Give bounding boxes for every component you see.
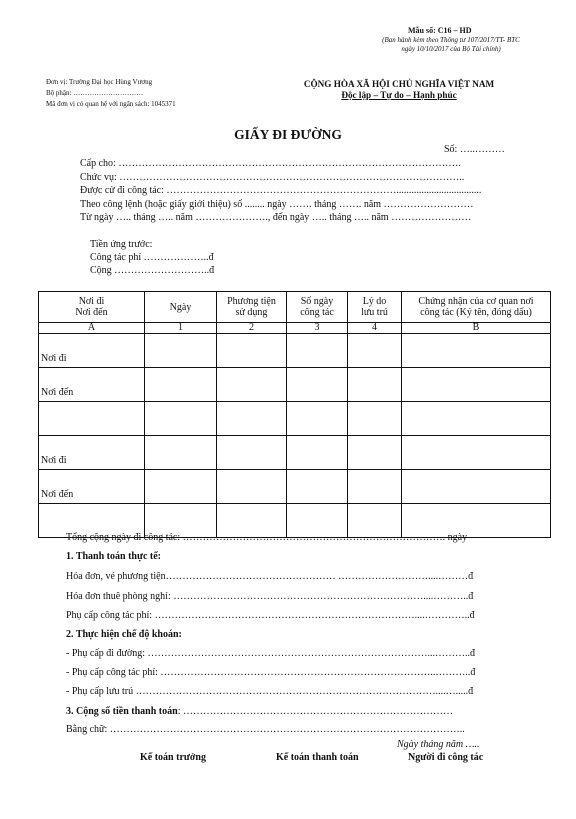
section-1-title: 1. Thanh toán thực tế:	[66, 551, 161, 562]
col-code: 3	[287, 323, 348, 334]
header-text: Lý do lưu trú	[361, 296, 388, 318]
col-code: B	[402, 323, 551, 334]
header-ngay	[145, 292, 217, 323]
table-cell[interactable]	[287, 368, 348, 402]
row-label	[39, 402, 145, 436]
org-budget-code: Mã đơn vị có quan hệ với ngân sách: 1045371	[46, 100, 176, 108]
table-cell[interactable]	[145, 402, 217, 436]
row-label: Nơi đi	[39, 334, 145, 368]
table-cell[interactable]	[348, 470, 402, 504]
form-decree-line1: (Ban hành kèm theo Thông tư 107/2017/TT- BTC	[382, 36, 520, 44]
table-cell[interactable]	[217, 334, 287, 368]
signature-ke-toan-thanh-toan: Kế toán thanh toán	[276, 752, 359, 763]
field-duoc-cu: Được cử đi công tác: ……………………………………………………………..................................	[80, 185, 482, 196]
form-number: Mẫu số: C16 – HD	[408, 26, 472, 35]
line-hoa-don-phong: Hóa đơn thuê phòng nghỉ: …………………………………………………………………....………..đ	[66, 591, 474, 602]
section-3-line	[66, 706, 453, 717]
table-cell[interactable]	[402, 368, 551, 402]
line-phu-cap-cong-tac: Phụ cấp công tác phí: ……………………………………………………………………....…………..đ	[66, 610, 475, 621]
table-header-row	[39, 292, 551, 323]
form-decree-line2: ngày 10/10/2017 của Bộ Tài chính)	[401, 45, 501, 53]
section-3-title: 3. Cộng số tiền thanh toán	[66, 706, 178, 717]
col-code: 2	[217, 323, 287, 334]
header-chung-nhan	[402, 292, 551, 323]
field-chuc-vu: Chức vụ: …………………………………………………………………………………………..	[80, 172, 465, 183]
header-text: Chứng nhận của cơ quan nơi công tác (Ký tên, đóng dấu)	[418, 296, 534, 318]
header-phuong-tien	[217, 292, 287, 323]
table-row	[39, 470, 551, 504]
header-text: Nơi đi Nơi đến	[75, 296, 108, 318]
section-3-dots: : ………………………………………………………………………	[177, 706, 453, 717]
col-code: A	[39, 323, 145, 334]
header-so-ngay	[287, 292, 348, 323]
header-text: Ngày	[169, 301, 192, 313]
col-code: 4	[348, 323, 402, 334]
org-department: Bộ phận: …………………………	[46, 89, 144, 97]
line-bang-chu: Bằng chữ: ……………………………………………………………………………………………..	[66, 724, 465, 735]
line-pc-luu-tru: - Phụ cấp lưu trú ………………………………………………………………………………....….....đ	[66, 686, 474, 697]
table-cell[interactable]	[287, 470, 348, 504]
nation-name: CỘNG HÒA XÃ HỘI CHỦ NGHĨA VIỆT NAM	[303, 79, 495, 89]
signature-nguoi-di: Người đi công tác	[408, 752, 484, 763]
line-hoa-don-ve: Hóa đơn, vé phương tiện…………………………………………… ………………………....………đ	[66, 571, 474, 582]
table-cell[interactable]	[217, 436, 287, 470]
table-cell[interactable]	[402, 436, 551, 470]
advance-cong: Cộng ………………………..đ	[90, 265, 215, 276]
line-pc-di-duong: - Phụ cấp đi đường: …………………………………………………………………………...………..đ	[66, 648, 476, 659]
table-cell[interactable]	[287, 402, 348, 436]
table-cell[interactable]	[287, 436, 348, 470]
field-tu-ngay: Từ ngày ….. tháng ….. năm …………………., đến ngày ….. tháng ….. năm ……………………	[80, 212, 472, 223]
summary-tong-cong: Tổng cộng ngày đi công tác: ……………………………………………………………………. ngày	[66, 532, 468, 543]
table-cell[interactable]	[348, 334, 402, 368]
table-cell[interactable]	[402, 470, 551, 504]
table-cell[interactable]	[348, 436, 402, 470]
field-cap-cho: Cấp cho: ………………………………………………………………………………………….	[80, 158, 461, 169]
advance-title: Tiền ứng trước:	[90, 239, 153, 250]
table-code-row	[39, 323, 551, 334]
date-line: Ngày tháng năm …..	[397, 739, 480, 750]
table-cell[interactable]	[402, 402, 551, 436]
section-2-title: 2. Thực hiện chế độ khoán:	[66, 629, 182, 640]
table-cell[interactable]	[287, 334, 348, 368]
header-noi-di-den	[39, 292, 145, 323]
table-cell[interactable]	[348, 402, 402, 436]
org-unit: Đơn vị: Trường Đại học Hùng Vương	[46, 78, 153, 86]
table-cell[interactable]	[145, 470, 217, 504]
table-cell[interactable]	[145, 368, 217, 402]
trip-table	[38, 291, 551, 538]
col-code: 1	[145, 323, 217, 334]
signature-ke-toan-truong: Kế toán trưởng	[140, 752, 206, 763]
table-cell[interactable]	[145, 436, 217, 470]
table-cell[interactable]	[217, 368, 287, 402]
field-theo-lenh: Theo công lệnh (hoặc giấy giới thiệu) số ........ ngày ……. tháng ……. năm ………………………	[80, 199, 474, 210]
table-row	[39, 334, 551, 368]
row-label: Nơi đến	[39, 470, 145, 504]
table-cell[interactable]	[348, 368, 402, 402]
advance-cong-tac-phi: Công tác phí ………………..đ	[90, 252, 214, 263]
table-row	[39, 368, 551, 402]
table-cell[interactable]	[217, 402, 287, 436]
page-title: GIẤY ĐI ĐƯỜNG	[234, 127, 342, 142]
table-cell[interactable]	[145, 334, 217, 368]
table-row	[39, 402, 551, 436]
table-row	[39, 436, 551, 470]
row-label: Nơi đến	[39, 368, 145, 402]
doc-number: Số: …..………	[444, 144, 505, 155]
row-label: Nơi đi	[39, 436, 145, 470]
table-cell[interactable]	[402, 334, 551, 368]
nation-motto: Độc lập – Tự do – Hạnh phúc	[341, 90, 457, 100]
table-cell[interactable]	[217, 470, 287, 504]
header-text: Phương tiện sử dụng	[227, 296, 276, 318]
line-pc-cong-tac: - Phụ cấp công tác phí: ………………………………………………………………………..………..đ	[66, 667, 476, 678]
header-text: Số ngày công tác	[300, 296, 334, 318]
header-ly-do	[348, 292, 402, 323]
